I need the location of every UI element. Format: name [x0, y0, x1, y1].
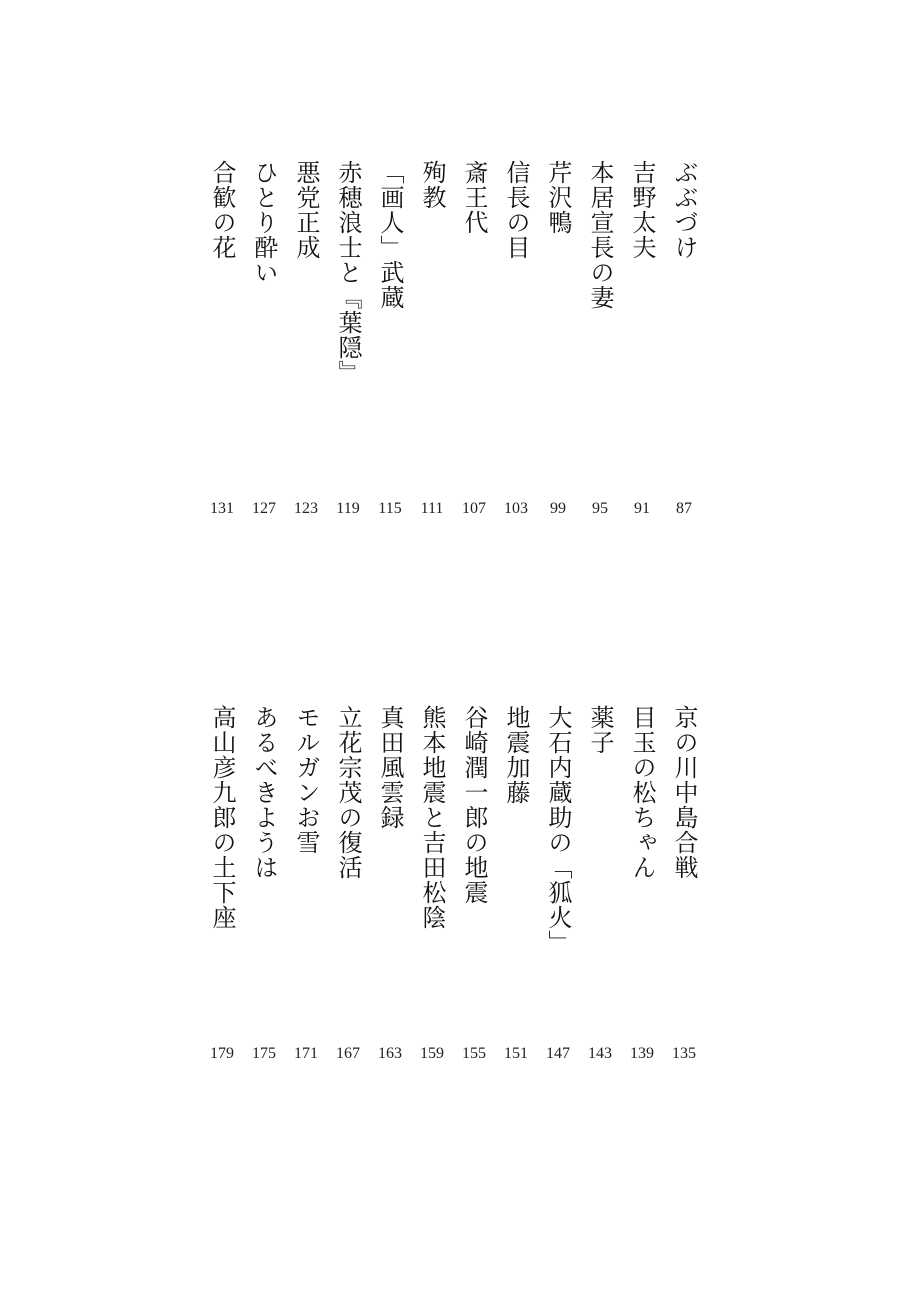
toc-entry-title: 本居宣長の妻	[586, 160, 614, 310]
toc-section-bottom	[198, 705, 704, 1085]
toc-entry-page: 159	[420, 1045, 444, 1062]
toc-entry-page: 131	[210, 500, 234, 517]
toc-entry-title: ぶぶづけ	[670, 160, 698, 260]
toc-entry-page: 107	[462, 500, 486, 517]
toc-entry-page: 115	[378, 500, 402, 517]
toc-entry[interactable]	[370, 705, 410, 1085]
toc-entry-title: 吉野太夫	[628, 160, 656, 260]
toc-entry-page: 123	[294, 500, 318, 517]
toc-entry-title: 高山彦九郎の土下座	[208, 705, 236, 930]
toc-entry-title: 立花宗茂の復活	[334, 705, 362, 880]
toc-entry[interactable]	[496, 705, 536, 1085]
toc-entry[interactable]	[412, 160, 452, 540]
toc-entry-page: 95	[592, 500, 608, 517]
toc-entry-page: 179	[210, 1045, 234, 1062]
toc-entry-page: 99	[550, 500, 566, 517]
toc-entry[interactable]	[286, 705, 326, 1085]
toc-entry[interactable]	[328, 160, 368, 540]
toc-entry-title: 合歓の花	[208, 160, 236, 260]
toc-entry-title: 斎王代	[460, 160, 488, 235]
toc-entry-title: 真田風雲録	[376, 705, 404, 830]
toc-entry-page: 127	[252, 500, 276, 517]
toc-entry[interactable]	[664, 160, 704, 540]
toc-entry-title: 悪党正成	[292, 160, 320, 260]
toc-entry-title: 目玉の松ちゃん	[628, 705, 656, 880]
toc-entry[interactable]	[580, 160, 620, 540]
toc-entry[interactable]	[622, 705, 662, 1085]
toc-entry-title: モルガンお雪	[292, 705, 320, 855]
toc-entry[interactable]	[202, 160, 242, 540]
toc-entry-page: 135	[672, 1045, 696, 1062]
toc-entry-page: 167	[336, 1045, 360, 1062]
toc-entry-page: 163	[378, 1045, 402, 1062]
toc-entry-page: 91	[634, 500, 650, 517]
toc-entry-title: 熊本地震と吉田松陰	[418, 705, 446, 930]
toc-entry-title: 京の川中島合戦	[670, 705, 698, 880]
toc-entry-title: 信長の目	[502, 160, 530, 260]
toc-entry[interactable]	[580, 705, 620, 1085]
toc-entry-title: 赤穂浪士と『葉隠』	[334, 160, 362, 385]
toc-entry-page: 147	[546, 1045, 570, 1062]
toc-section-top	[198, 160, 704, 540]
toc-entry-title: ひとり酔い	[250, 160, 278, 285]
toc-entry[interactable]	[664, 705, 704, 1085]
toc-entry[interactable]	[538, 705, 578, 1085]
toc-entry[interactable]	[244, 705, 284, 1085]
toc-entry-page: 119	[336, 500, 360, 517]
toc-entry-page: 87	[676, 500, 692, 517]
toc-entry-title: 殉教	[418, 160, 446, 210]
toc-entry-page: 103	[504, 500, 528, 517]
toc-entry[interactable]	[412, 705, 452, 1085]
toc-entry-page: 175	[252, 1045, 276, 1062]
toc-entry-page: 111	[420, 500, 444, 517]
toc-entry[interactable]	[622, 160, 662, 540]
toc-entry[interactable]	[454, 160, 494, 540]
toc-entry-page: 151	[504, 1045, 528, 1062]
toc-entry-page: 143	[588, 1045, 612, 1062]
toc-entry[interactable]	[538, 160, 578, 540]
toc-entry-title: 薬子	[586, 705, 614, 755]
toc-entry[interactable]	[496, 160, 536, 540]
toc-entry-title: 大石内蔵助の「狐火」	[544, 705, 572, 955]
toc-entry-page: 155	[462, 1045, 486, 1062]
toc-entry-title: 「画人」武蔵	[376, 160, 404, 310]
toc-entry-title: 地震加藤	[502, 705, 530, 805]
toc-entry-title: 谷崎潤一郎の地震	[460, 705, 488, 905]
toc-entry[interactable]	[328, 705, 368, 1085]
toc-entry[interactable]	[370, 160, 410, 540]
toc-entry[interactable]	[202, 705, 242, 1085]
toc-entry-title: あるべきようは	[250, 705, 278, 880]
toc-entry[interactable]	[454, 705, 494, 1085]
toc-entry-page: 171	[294, 1045, 318, 1062]
toc-entry[interactable]	[244, 160, 284, 540]
toc-entry-title: 芹沢鴨	[544, 160, 572, 235]
toc-entry[interactable]	[286, 160, 326, 540]
toc-entry-page: 139	[630, 1045, 654, 1062]
